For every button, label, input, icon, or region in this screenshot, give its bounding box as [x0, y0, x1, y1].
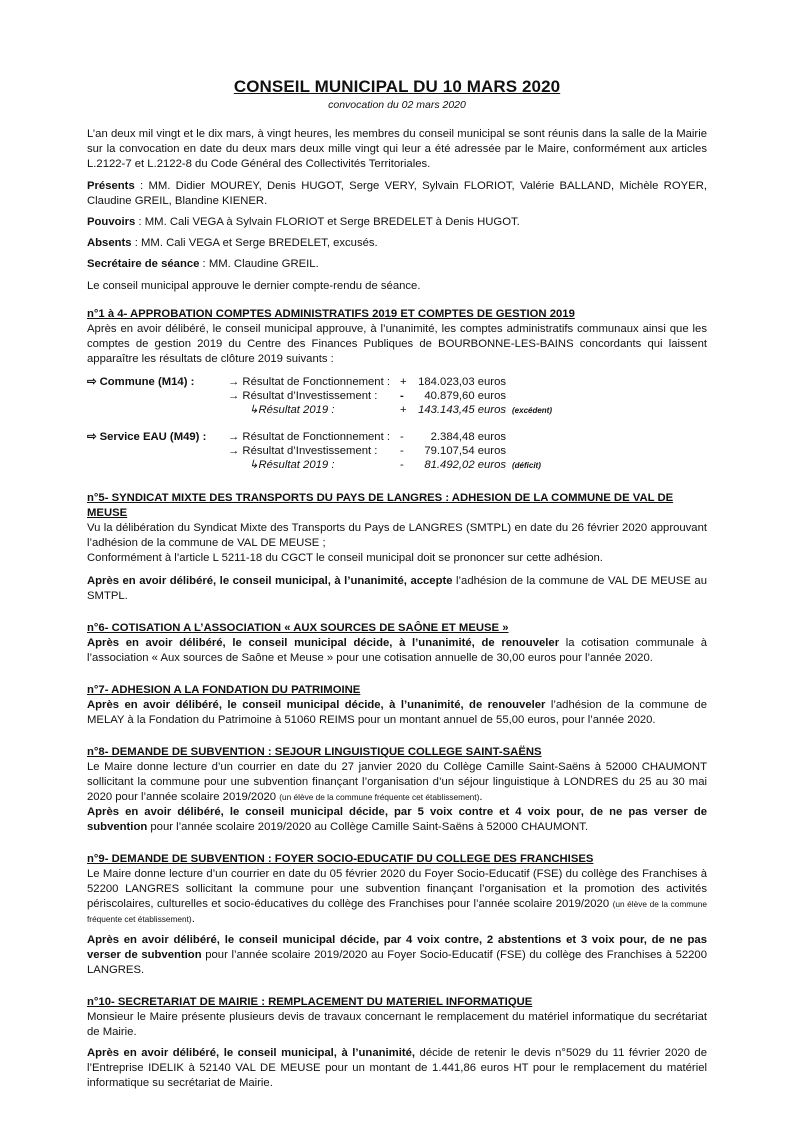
absents-paragraph: [87, 236, 707, 251]
decision-paragraph: [87, 805, 707, 835]
decision-bold: Après en avoir délibéré, le conseil municipal décide, par 5 voix contre et 4 voix pour, de ne pas verser de subvention: [87, 806, 707, 833]
secretaire-text: : MM. Claudine GREIL.: [199, 258, 319, 270]
result-note: (déficit): [512, 461, 541, 470]
decision-paragraph: [87, 574, 707, 604]
page-title: CONSEIL MUNICIPAL DU 10 MARS 2020: [233, 77, 561, 96]
section-cotisation: [87, 621, 707, 666]
presents-paragraph: [87, 179, 707, 209]
section-comptes: [87, 307, 707, 473]
secretaire-label: Secrétaire de séance: [87, 258, 200, 270]
section-text: Vu la délibération du Syndicat Mixte des Transports du Pays de LANGRES (SMTPL) en date du 26 février 2020 approuvant l’adhésion de la commune de VAL DE MEUSE ;: [87, 522, 707, 549]
document-page: [87, 77, 707, 1091]
result-sign: +: [400, 376, 407, 388]
result-row: [87, 444, 707, 458]
section-text-end: .: [479, 791, 483, 803]
absents-label: Absents: [87, 237, 132, 249]
section-smtpl: [87, 491, 707, 604]
section-text-end: .: [191, 913, 195, 925]
result-label: → Résultat d’Investissement :: [228, 445, 378, 457]
decision-bold: Après en avoir délibéré, le conseil municipal décide, par 4 voix contre, 2 abstentions et 3 voix pour, de ne pas verser de subvention: [87, 934, 707, 961]
result-label: → Résultat d’Investissement :: [228, 390, 378, 402]
section-text-note: (un élève de la commune fréquente cet établissement): [87, 899, 707, 924]
decision-bold: Après en avoir délibéré, le conseil municipal décide, à l’unanimité, de renouveler: [87, 637, 560, 649]
decision-text: l’adhésion de la commune de VAL DE MEUSE au SMTPL.: [87, 575, 707, 602]
pouvoirs-text: : MM. Cali VEGA à Sylvain FLORIOT et Serge BREDELET à Denis HUGOT.: [135, 216, 520, 228]
section-text-main: Le Maire donne lecture d’un courrier en date du 05 février 2020 du Foyer Socio-Educatif (FSE) du collège des Franchises à 52200 LANGRES sollicitant la commune pour une subvention finançant l’organisation et la promotion des activités périscolaires, culturelles et socio-éducatives du collège des Franchises pour l’année scolaire 2019/2020: [87, 868, 707, 910]
decision-paragraph: [87, 698, 707, 728]
result-label: → Résultat de Fonctionnement :: [228, 431, 391, 443]
secretaire-paragraph: [87, 257, 707, 272]
section-text-main: Le Maire donne lecture d’un courrier en date du 27 janvier 2020 du Collège Camille Saint-Saëns à 52000 CHAUMONT sollicitant la commune pour une subvention finançant l’organisation d’un séjour linguistique à LONDRES du 25 au 30 mai 2020 pour l’année scolaire 2019/2020: [87, 761, 707, 803]
section-text: Conformément à l’article L 5211-18 du CGCT le conseil municipal doit se prononcer sur cette adhésion.: [87, 552, 603, 564]
result-amount: 184.023,03 euros: [418, 376, 506, 388]
result-label: → Résultat de Fonctionnement :: [228, 376, 391, 388]
result-sign: -: [400, 445, 404, 457]
section-sejour: [87, 745, 707, 835]
result-label: ↳Résultat 2019 :: [249, 404, 335, 416]
result-sign: -: [400, 431, 404, 443]
result-amount: 2.384,48 euros: [430, 431, 506, 443]
section-fondation: [87, 683, 707, 728]
decision-paragraph: [87, 933, 707, 978]
result-amount: 81.492,02 euros: [424, 459, 506, 471]
decision-text: l’adhésion de la commune de MELAY à la Fondation du Patrimoine à 51060 REIMS pour un montant annuel de 55,00 euros, pour l’année 2020.: [87, 699, 707, 726]
section-text: Après en avoir délibéré, le conseil municipal approuve, à l’unanimité, les comptes administratifs communaux ainsi que les comptes de gestion 2019 du Centre des Finances Publiques de BOURBONNE-LES-BAINS concordants qui laissent apparaître les résultats de clôture 2019 suivants :: [87, 323, 707, 365]
budget-name: ⇨ Service EAU (M49) :: [87, 431, 207, 443]
result-amount: 79.107,54 euros: [424, 445, 506, 457]
results-commune: [87, 375, 707, 418]
pouvoirs-label: Pouvoirs: [87, 216, 136, 228]
section-heading: n°10- SECRETARIAT DE MAIRIE : REMPLACEMENT DU MATERIEL INFORMATIQUE: [87, 996, 533, 1008]
decision-paragraph: [87, 636, 707, 666]
section-heading: n°1 à 4- APPROBATION COMPTES ADMINISTRATIFS 2019 ET COMPTES DE GESTION 2019: [87, 308, 575, 320]
results-eau: [87, 430, 707, 473]
section-heading: n°6- COTISATION A L’ASSOCIATION « AUX SOURCES DE SAÔNE ET MEUSE »: [87, 622, 509, 634]
result-sign: +: [400, 404, 407, 416]
section-heading: n°7- ADHESION A LA FONDATION DU PATRIMOINE: [87, 684, 361, 696]
intro-paragraph: L’an deux mil vingt et le dix mars, à vingt heures, les membres du conseil municipal se sont réunis dans la salle de la Mairie sur la convocation en date du deux mars deux mille vingt qui leur a été adressée par le Maire, conformément aux articles L.2122-7 et L.2122-8 du Code Général des Collectivités Territoriales.: [87, 128, 707, 170]
result-sign: -: [400, 390, 404, 402]
result-amount: 40.879,60 euros: [424, 390, 506, 402]
approval-paragraph: Le conseil municipal approuve le dernier compte-rendu de séance.: [87, 280, 421, 292]
result-sign: -: [400, 459, 404, 471]
result-row-total: [87, 403, 707, 418]
result-note: (excédent): [512, 406, 553, 415]
result-row-total: [87, 458, 707, 473]
result-row: [87, 389, 707, 403]
result-row: [87, 430, 707, 444]
presents-text: : MM. Didier MOUREY, Denis HUGOT, Serge VERY, Sylvain FLORIOT, Valérie BALLAND, Michèle ROYER, Claudine GREIL, Blandine KIENER.: [87, 180, 707, 207]
decision-text: décide de retenir le devis n°5029 du 11 février 2020 de l’Entreprise IDELIK à 52140 VAL DE MEUSE pour un montant de 1.441,86 euros HT pour le remplacement du matériel informatique su secrétariat de Mairie.: [87, 1047, 708, 1089]
section-heading: n°8- DEMANDE DE SUBVENTION : SEJOUR LINGUISTIQUE COLLEGE SAINT-SAËNS: [87, 746, 542, 758]
decision-bold: Après en avoir délibéré, le conseil municipal, à l’unanimité, accepte: [87, 575, 453, 587]
pouvoirs-paragraph: [87, 215, 707, 230]
section-heading: n°9- DEMANDE DE SUBVENTION : FOYER SOCIO-EDUCATIF DU COLLEGE DES FRANCHISES: [87, 853, 594, 865]
budget-name: ⇨ Commune (M14) :: [87, 376, 195, 388]
decision-bold: Après en avoir délibéré, le conseil municipal décide, à l’unanimité, de renouveler: [87, 699, 546, 711]
presents-label: Présents: [87, 180, 135, 192]
decision-text: la cotisation communale à l’association « Aux sources de Saône et Meuse » pour une cotisation annuelle de 30,00 euros pour l’année 2020.: [87, 637, 707, 664]
section-text: [87, 867, 707, 927]
decision-paragraph: [87, 1046, 707, 1091]
decision-text: pour l’année scolaire 2019/2020 au Collège Camille Saint-Saëns à 52000 CHAUMONT.: [147, 821, 589, 833]
section-heading: n°5- SYNDICAT MIXTE DES TRANSPORTS DU PAYS DE LANGRES : ADHESION DE LA COMMUNE DE VAL DE MEUSE: [87, 492, 674, 519]
section-informatique: [87, 995, 707, 1091]
decision-bold: Après en avoir délibéré, le conseil municipal, à l’unanimité,: [87, 1047, 416, 1059]
page-subtitle: convocation du 02 mars 2020: [328, 99, 466, 111]
section-text: Monsieur le Maire présente plusieurs devis de travaux concernant le remplacement du matériel informatique du secrétariat de Mairie.: [87, 1011, 707, 1038]
section-foyer: [87, 852, 707, 978]
absents-text: : MM. Cali VEGA et Serge BREDELET, excusés.: [131, 237, 378, 249]
result-row: [87, 375, 707, 389]
result-amount: 143.143,45 euros: [418, 404, 506, 416]
section-text: [87, 760, 707, 805]
result-label: ↳Résultat 2019 :: [249, 459, 335, 471]
decision-text: pour l’année scolaire 2019/2020 au Foyer Socio-Educatif (FSE) du collège des Franchises à 52200 LANGRES.: [87, 949, 707, 976]
section-text-note: (un élève de la commune fréquente cet établissement): [279, 792, 480, 802]
